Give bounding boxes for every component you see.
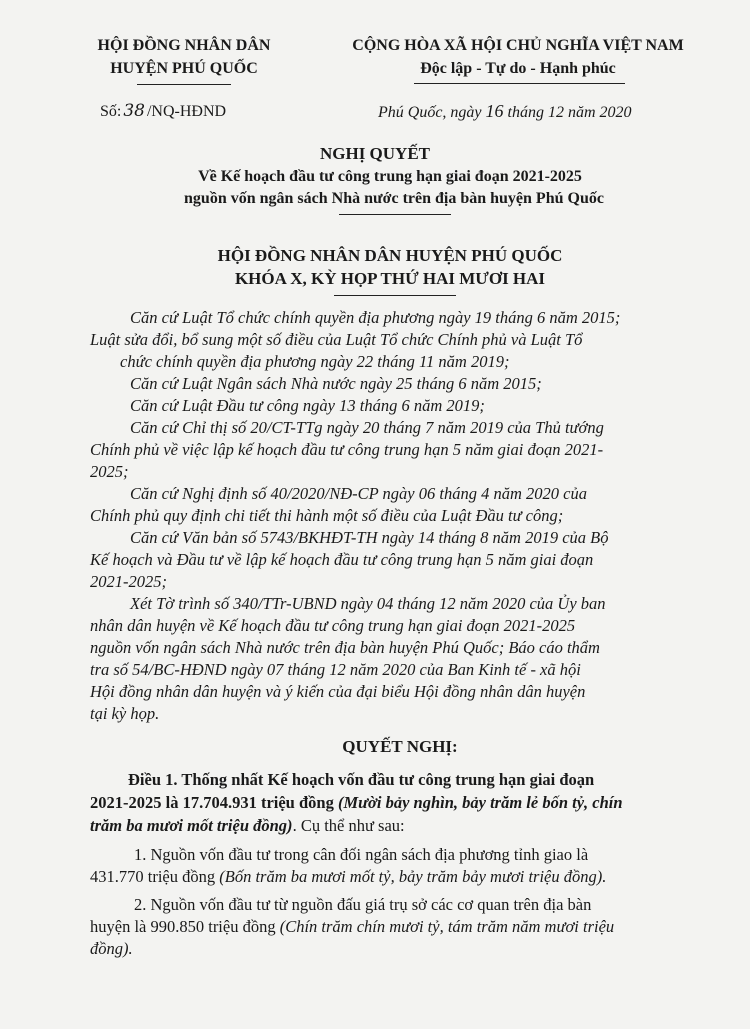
preamble-line: 2025; <box>90 462 129 481</box>
handwritten-number: 38 <box>123 101 145 121</box>
item-1-line-1: 1. Nguồn vốn đầu tư trong cân đối ngân sách địa phương tỉnh giao là <box>134 845 589 864</box>
preamble-line: Căn cứ Luật Đầu tư công ngày 13 tháng 6 năm 2019; <box>130 396 485 415</box>
document-date: Phú Quốc, ngày 16 tháng 12 năm 2020 <box>378 101 632 121</box>
preamble-line: nhân dân huyện về Kế hoạch đầu tư công trung hạn giai đoạn 2021-2025 <box>90 616 576 635</box>
document-type: NGHỊ QUYẾT <box>319 144 431 163</box>
item-1-line-2: 431.770 triệu đồng (Bốn trăm ba mươi mốt tỷ, bảy trăm bảy mươi triệu đồng). <box>90 867 607 886</box>
motto-underline <box>414 83 625 84</box>
preamble-line: Chính phủ quy định chi tiết thi hành một số điều của Luật Đầu tư công; <box>90 506 564 525</box>
preamble-line: 2021-2025; <box>90 572 167 591</box>
item-2-line-1: 2. Nguồn vốn đầu tư từ nguồn đấu giá trụ sở các cơ quan trên địa bàn <box>134 895 592 914</box>
preamble <box>90 308 710 723</box>
preamble-line: tra số 54/BC-HĐND ngày 07 tháng 12 năm 2020 của Ban Kinh tế - xã hội <box>90 660 581 679</box>
preamble-line: Luật sửa đổi, bổ sung một số điều của Luật Tổ chức Chính phủ và Luật Tổ <box>90 330 583 349</box>
preamble-line: nguồn vốn ngân sách Nhà nước trên địa bàn huyện Phú Quốc; Báo cáo thẩm <box>90 638 600 657</box>
preamble-line: Xét Tờ trình số 340/TTr-UBND ngày 04 tháng 12 năm 2020 của Ủy ban <box>130 594 606 613</box>
national-motto: Độc lập - Tự do - Hạnh phúc <box>420 60 616 77</box>
national-title: CỘNG HÒA XÃ HỘI CHỦ NGHĨA VIỆT NAM <box>352 37 684 54</box>
issuer-name: HỘI ĐỒNG NHÂN DÂN <box>97 37 271 54</box>
preamble-line: Chính phủ về việc lập kế hoạch đầu tư công trung hạn 5 năm giai đoạn 2021- <box>90 440 604 459</box>
preamble-line: Hội đồng nhân dân huyện và ý kiến của đại biểu Hội đồng nhân dân huyện <box>90 682 586 701</box>
article-1-line-2: 2021-2025 là 17.704.931 triệu đồng (Mười bảy nghìn, bảy trăm lẻ bốn tỷ, chín <box>90 793 623 812</box>
issuer-district: HUYỆN PHÚ QUỐC <box>110 60 258 77</box>
preamble-line: Căn cứ Luật Tổ chức chính quyền địa phương ngày 19 tháng 6 năm 2015; <box>130 308 621 327</box>
preamble-line: Kế hoạch và Đầu tư về lập kế hoạch đầu tư công trung hạn 5 năm giai đoạn <box>90 550 594 569</box>
council-session: KHÓA X, KỲ HỌP THỨ HAI MƯƠI HAI <box>234 269 546 288</box>
document-number: Số: 38 /NQ-HĐND <box>100 101 227 121</box>
preamble-line: Căn cứ Văn bản số 5743/BKHĐT-TH ngày 14 tháng 8 năm 2019 của Bộ <box>130 528 609 547</box>
article-1-line-1: Điều 1. Thống nhất Kế hoạch vốn đầu tư công trung hạn giai đoạn <box>128 770 595 789</box>
preamble-line: Căn cứ Chỉ thị số 20/CT-TTg ngày 20 tháng 7 năm 2019 của Thủ tướng <box>130 418 604 437</box>
preamble-line: tại kỳ họp. <box>90 704 160 723</box>
preamble-line: Căn cứ Luật Ngân sách Nhà nước ngày 25 tháng 6 năm 2015; <box>130 374 542 393</box>
preamble-line: chức chính quyền địa phương ngày 22 tháng 11 năm 2019; <box>120 352 510 371</box>
item-2-line-2: huyện là 990.850 triệu đồng (Chín trăm chín mươi tỷ, tám trăm năm mươi triệu <box>90 917 615 936</box>
resolves-heading: QUYẾT NGHỊ: <box>342 737 458 756</box>
issuer-underline <box>137 84 231 85</box>
council-name: HỘI ĐỒNG NHÂN DÂN HUYỆN PHÚ QUỐC <box>217 246 563 265</box>
subject-line-1: Về Kế hoạch đầu tư công trung hạn giai đoạn 2021-2025 <box>198 168 582 185</box>
article-1-line-3: trăm ba mươi mốt triệu đồng). Cụ thể như sau: <box>90 816 405 835</box>
subject-underline <box>339 214 451 215</box>
item-2-line-3: đồng). <box>90 939 133 958</box>
council-underline <box>334 295 456 296</box>
handwritten-day: 16 <box>485 101 504 121</box>
preamble-line: Căn cứ Nghị định số 40/2020/NĐ-CP ngày 06 tháng 4 năm 2020 của <box>130 484 587 503</box>
subject-line-2: nguồn vốn ngân sách Nhà nước trên địa bàn huyện Phú Quốc <box>184 190 604 207</box>
